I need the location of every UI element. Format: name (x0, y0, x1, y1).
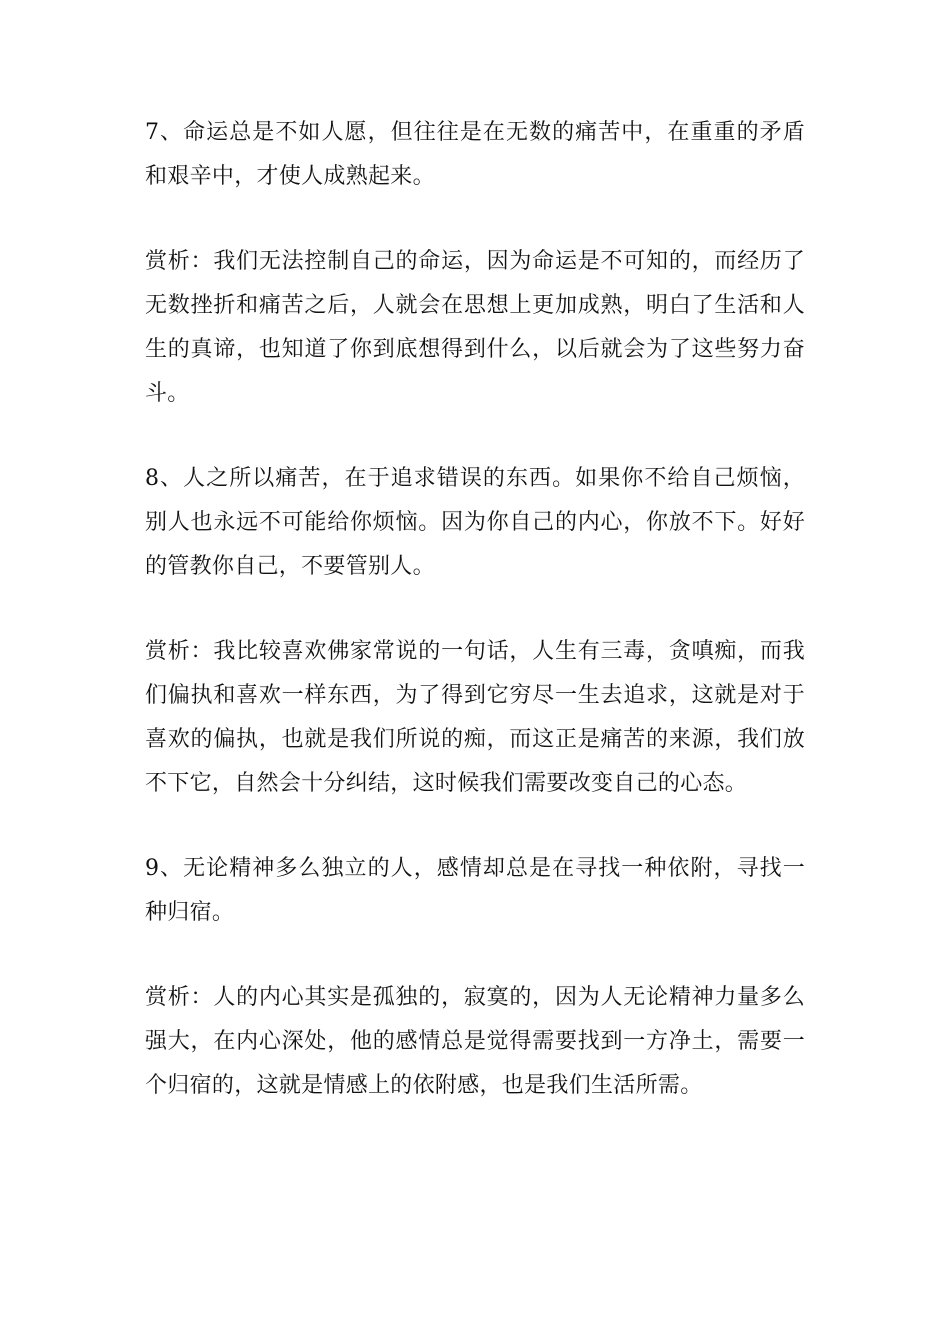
quote-item-9: 9、无论精神多么独立的人，感情却总是在寻找一种依附，寻找一种归宿。 (145, 856, 805, 925)
quote-item-7: 7、命运总是不如人愿，但往往是在无数的痛苦中，在重重的矛盾和艰辛中，才使人成熟起来。 (145, 120, 805, 189)
analysis-7: 赏析：我们无法控制自己的命运，因为命运是不可知的，而经历了无数挫折和痛苦之后，人就会在思想上更加成熟，明白了生活和人生的真谛，也知道了你到底想得到什么，以后就会为了这些努力奋斗。 (145, 249, 805, 406)
analysis-8: 赏析：我比较喜欢佛家常说的一句话，人生有三毒，贪嗔痴，而我们偏执和喜欢一样东西，为了得到它穷尽一生去追求，这就是对于喜欢的偏执，也就是我们所说的痴，而这正是痛苦的来源，我们放不下它，自然会十分纠结，这时候我们需要改变自己的心态。 (145, 639, 805, 796)
document-body (145, 111, 805, 1149)
analysis-9: 赏析：人的内心其实是孤独的，寂寞的，因为人无论精神力量多么强大，在内心深处，他的感情总是觉得需要找到一方净土，需要一个归宿的，这就是情感上的依附感，也是我们生活所需。 (145, 985, 805, 1098)
quote-item-8: 8、人之所以痛苦，在于追求错误的东西。如果你不给自己烦恼，别人也永远不可能给你烦恼。因为你自己的内心，你放不下。好好的管教你自己，不要管别人。 (145, 466, 805, 579)
